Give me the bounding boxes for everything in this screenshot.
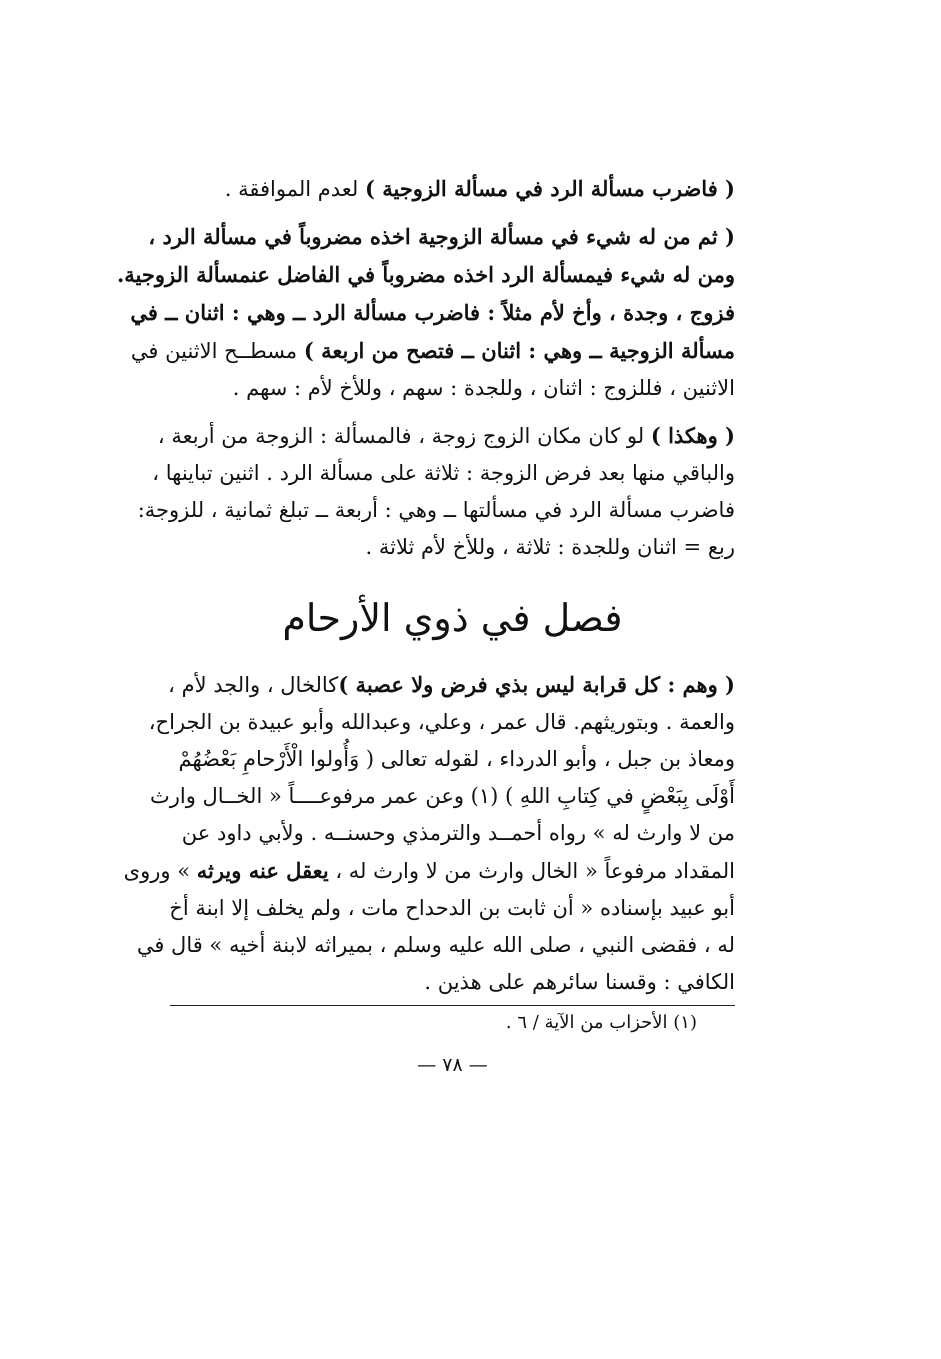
paragraph-line <box>149 778 735 815</box>
paragraph-line <box>170 170 735 208</box>
body-text: كالخال ، والجد لأم ، <box>168 673 339 697</box>
bold-text: يعقل عنه ويرثه <box>196 858 329 883</box>
body-text: أَوْلَى بِبَعْضٍ في كِتابِ اللهِ ) (١) وعن عمر مرفوعــــاً « الخــال وارث <box>149 784 735 808</box>
body-text: لعدم الموافقة . <box>224 177 365 201</box>
paragraph-line <box>152 455 735 492</box>
paragraph-line <box>170 529 735 566</box>
paragraph-line <box>137 492 735 529</box>
document-page <box>116 170 735 1076</box>
body-text: أبو عبيد بإسناده « أن ثابت بن الدحداح مات ، ولم يخلف إلا ابنة أخ <box>169 896 735 920</box>
body-text: من لا وارث له » رواه أحمــد والترمذي وحسنــه . ولأبي داود عن <box>181 821 735 845</box>
paragraph-line <box>123 852 735 890</box>
paragraph-line <box>157 417 735 455</box>
paragraph-line <box>170 370 735 407</box>
body-text: لو كان مكان الزوج زوجة ، فالمسألة : الزوجة من أربعة ، <box>157 424 651 448</box>
paragraph-line <box>116 256 735 294</box>
paragraph-line <box>170 815 735 852</box>
body-text: له ، فقضى النبي ، صلى الله عليه وسلم ، بميراثه لابنة أخيه » قال في <box>136 933 735 957</box>
page-number: — ٧٨ — <box>417 1054 488 1076</box>
body-text: والعمة . وبتوريثهم. قال عمر ، وعلي، وعبدالله وأبو عبيدة بن الجراح، <box>148 710 735 734</box>
paragraph-line <box>148 704 735 741</box>
body-text: ومعاذ بن جبل ، وأبو الدرداء ، لقوله تعالى ( وَأُولوا الْأَرْحامِ بَعْضُهُمْ <box>178 747 735 771</box>
paragraph-line <box>130 294 735 332</box>
bold-text: ( وهم : كل قرابة ليس بذي فرض ولا عصبة ) <box>338 672 735 697</box>
paragraph-line <box>170 890 735 927</box>
body-text: والباقي منها بعد فرض الزوجة : ثلاثة على مسألة الرد . اثنين تباينها ، <box>152 461 735 485</box>
bold-text: فزوج ، وجدة ، وأخ لأم مثلاً : فاضرب مسألة الرد ــ وهي : اثنان ــ في <box>130 300 735 325</box>
bold-text: ( ثم من له شيء في مسألة الزوجية اخذه مضروباً في مسألة الرد ، <box>148 224 735 249</box>
paragraph-line <box>136 927 735 964</box>
body-text: المقداد مرفوعاً « الخال وارث من لا وارث له ، <box>328 859 735 883</box>
body-text: فاضرب مسألة الرد في مسألتها ــ وهي : أربعة ــ تبلغ ثمانية ، للزوجة: <box>137 498 735 522</box>
paragraph-line <box>148 218 735 256</box>
paragraph-line <box>130 332 735 370</box>
footnote: (١) الأحزاب من الآية / ٦ . <box>505 1012 697 1033</box>
body-text: الكافي : وقسنا سائرهم على هذين . <box>424 970 735 994</box>
body-text: الاثنين ، فللزوج : اثنان ، وللجدة : سهم ، وللأخ لأم : سهم . <box>232 376 735 400</box>
paragraph-line <box>170 741 735 778</box>
bold-text: ( فاضرب مسألة الرد في مسألة الزوجية ) <box>364 176 735 201</box>
bold-text: ومن له شيء فيمسألة الرد اخذه مضروباً في الفاضل عنمسألة الزوجية. <box>116 262 735 287</box>
bold-text: ( وهكذا ) <box>650 423 735 448</box>
body-text: » وروى <box>123 859 197 883</box>
body-text: ربع = اثنان وللجدة : ثلاثة ، وللأخ لأم ثلاثة . <box>365 535 735 559</box>
paragraph-line <box>170 666 735 704</box>
body-text: مسطــح الاثنين في <box>130 339 304 363</box>
paragraph-line <box>170 964 735 1001</box>
bold-text: مسألة الزوجية ــ وهي : اثنان ــ فتصح من اربعة ) <box>303 338 735 363</box>
section-heading: فصل في ذوي الأرحام <box>282 596 623 640</box>
